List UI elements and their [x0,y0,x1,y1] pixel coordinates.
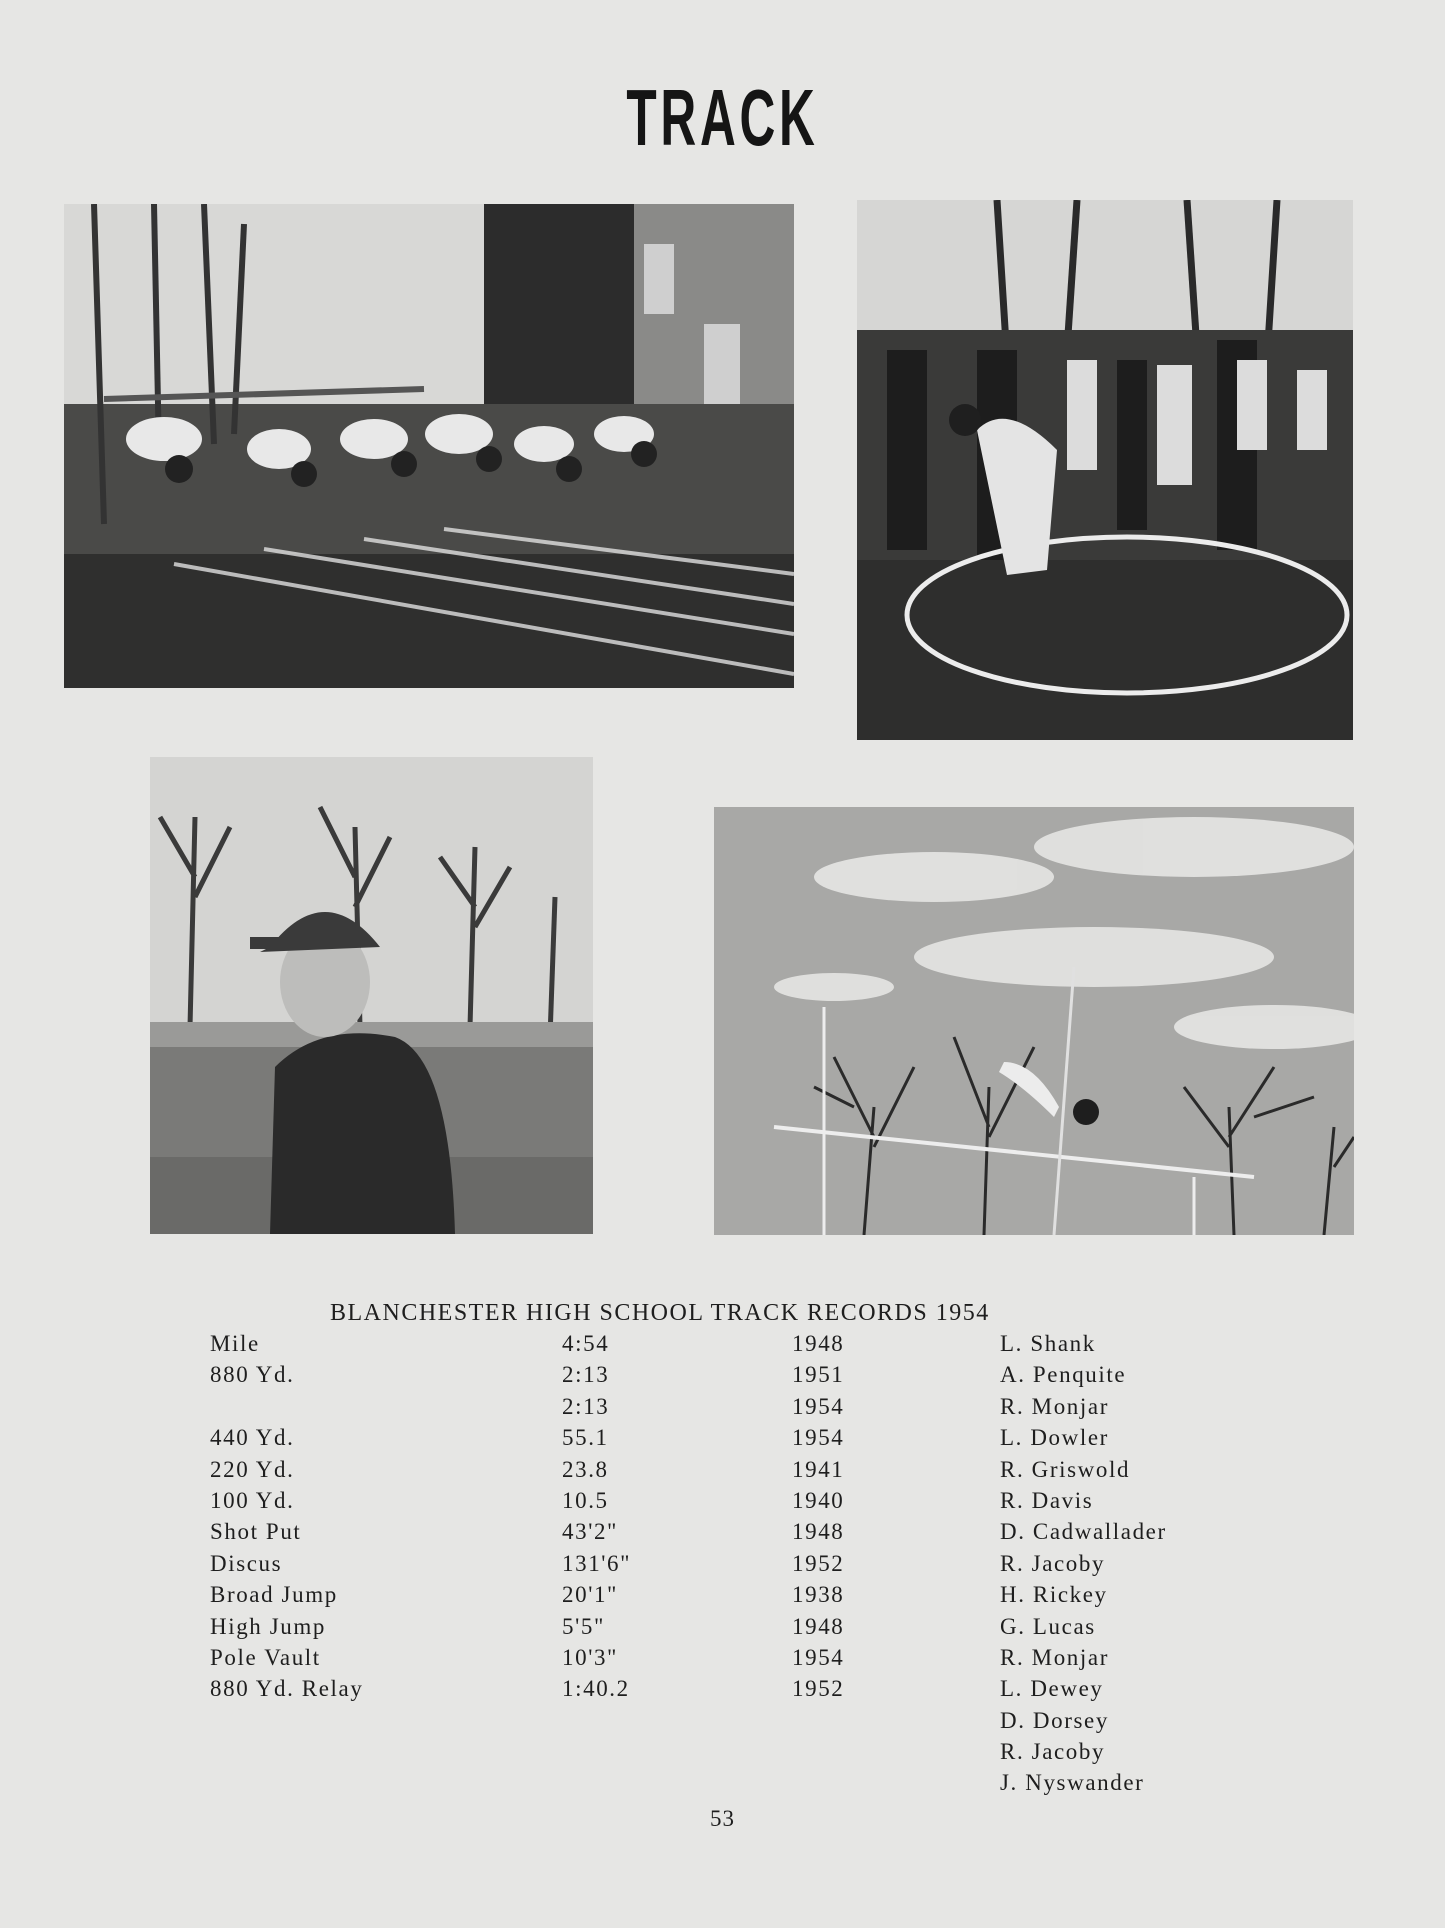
record-event: 100 Yd. [210,1487,295,1513]
table-row [210,1331,1260,1362]
record-mark: 2:13 [562,1362,610,1388]
record-holder: R. Monjar [1000,1644,1109,1670]
record-holder: R. Jacoby [1000,1739,1106,1765]
record-holder: G. Lucas [1000,1613,1096,1639]
table-row [210,1488,1260,1519]
record-year: 1938 [792,1582,845,1608]
record-holder: R. Davis [1000,1487,1094,1513]
page-title: TRACK [626,73,819,162]
record-year: 1941 [792,1456,845,1482]
record-holder: R. Monjar [1000,1393,1109,1419]
record-year: 1952 [792,1676,845,1702]
table-row [210,1708,1260,1739]
record-holder: R. Griswold [1000,1456,1131,1482]
record-mark: 10.5 [562,1487,609,1513]
record-mark: 2:13 [562,1393,610,1419]
table-row [210,1676,1260,1707]
record-event: Mile [210,1331,260,1356]
record-holder: D. Cadwallader [1000,1519,1167,1545]
record-mark: 5'5" [562,1613,605,1639]
record-holder: D. Dorsey [1000,1707,1109,1733]
record-event: 440 Yd. [210,1425,295,1451]
record-year: 1951 [792,1362,845,1388]
record-year: 1948 [792,1613,845,1639]
record-holder: H. Rickey [1000,1582,1108,1608]
table-row [210,1739,1260,1770]
record-mark: 20'1" [562,1582,619,1608]
record-mark: 10'3" [562,1644,619,1670]
record-mark: 23.8 [562,1456,609,1482]
record-event: Shot Put [210,1519,302,1545]
table-row [210,1394,1260,1425]
record-holder: J. Nyswander [1000,1770,1145,1796]
record-event: 220 Yd. [210,1456,295,1482]
record-mark: 131'6" [562,1550,632,1576]
record-mark: 43'2" [562,1519,619,1545]
photo-sprint-start [64,204,794,688]
table-row [210,1582,1260,1613]
record-event: 880 Yd. [210,1362,295,1388]
photo-shot-put [857,200,1353,740]
table-row [210,1362,1260,1393]
record-mark: 1:40.2 [562,1676,630,1702]
record-event: Broad Jump [210,1582,338,1608]
table-row [210,1457,1260,1488]
record-mark: 4:54 [562,1331,610,1356]
record-year: 1940 [792,1487,845,1513]
photo-pole-vault [714,807,1354,1235]
record-event: Pole Vault [210,1644,321,1670]
record-year: 1954 [792,1425,845,1451]
record-year: 1954 [792,1393,845,1419]
record-year: 1948 [792,1519,845,1545]
record-mark: 55.1 [562,1425,609,1451]
record-holder: A. Penquite [1000,1362,1127,1388]
record-year: 1948 [792,1331,845,1356]
table-row [210,1519,1260,1550]
record-event: 880 Yd. Relay [210,1676,364,1702]
record-year: 1952 [792,1550,845,1576]
record-event: Discus [210,1550,283,1576]
record-event: High Jump [210,1613,326,1639]
record-holder: R. Jacoby [1000,1550,1106,1576]
records-title: BLANCHESTER HIGH SCHOOL TRACK RECORDS 1954 [330,1300,990,1326]
record-holder: L. Dewey [1000,1676,1104,1702]
table-row [210,1551,1260,1582]
table-row [210,1425,1260,1456]
record-year: 1954 [792,1644,845,1670]
table-row [210,1770,1260,1801]
records-table [210,1331,1260,1802]
page-number: 53 [710,1806,735,1831]
record-holder: L. Dowler [1000,1425,1109,1451]
record-holder: L. Shank [1000,1331,1096,1356]
table-row [210,1645,1260,1676]
photo-coach [150,757,593,1234]
table-row [210,1614,1260,1645]
